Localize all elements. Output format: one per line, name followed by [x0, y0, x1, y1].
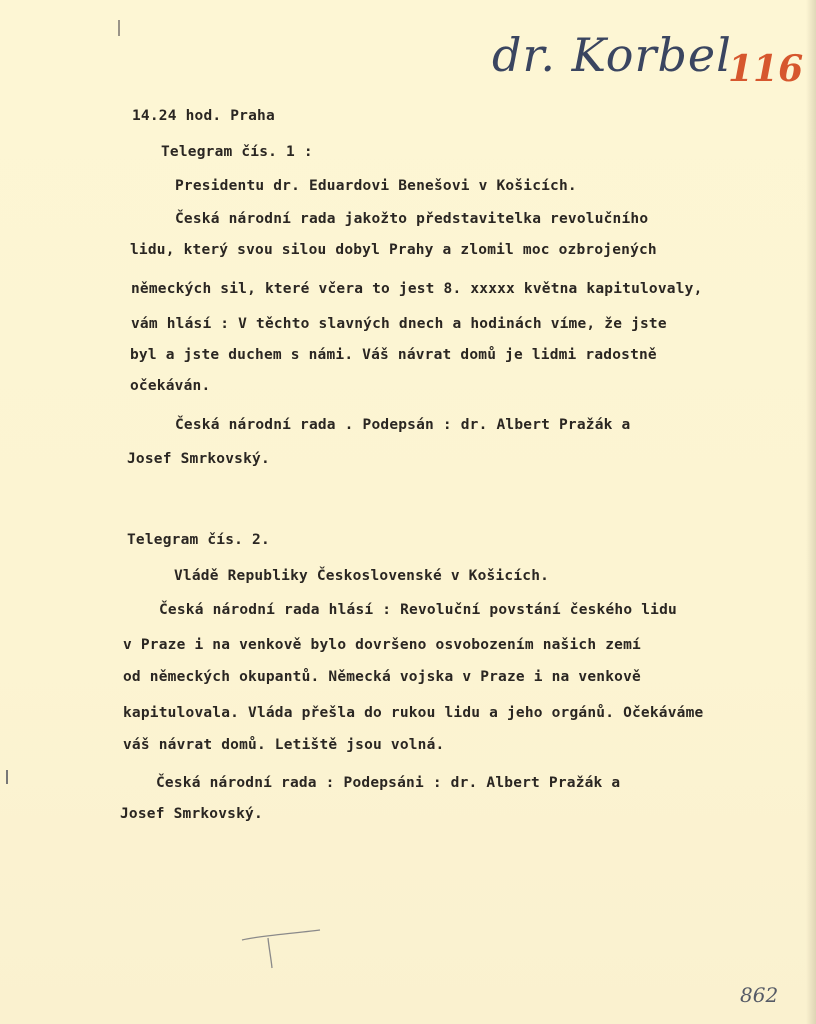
telegram-2-title: Telegram čís. 2.	[127, 532, 270, 548]
telegram-1-body-line: německých sil, které včera to jest 8. xxxxx května kapitulovaly,	[131, 281, 703, 297]
telegram-2-signature: Česká národní rada : Podepsáni : dr. Albert Pražák a	[156, 775, 621, 791]
telegram-1-body-line: byl a jste duchem s námi. Váš návrat domů je lidmi radostně	[130, 347, 657, 363]
telegram-1-body-line: vám hlásí : V těchto slavných dnech a hodinách víme, že jste	[131, 316, 667, 332]
folio-number: 116	[728, 48, 804, 90]
telegram-1-body-line: lidu, který svou silou dobyl Prahy a zlomil moc ozbrojených	[130, 242, 657, 258]
telegram-1-addressee: Presidentu dr. Eduardovi Benešovi v Košicích.	[175, 178, 577, 194]
telegram-1-title: Telegram čís. 1 :	[161, 144, 313, 160]
telegram-2-body-line: od německých okupantů. Německá vojska v Praze i na venkově	[123, 669, 641, 685]
telegram-1-body-line: očekáván.	[130, 378, 211, 394]
pencil-mark-icon	[238, 922, 328, 972]
paper-mark	[118, 20, 120, 36]
time-place-header: 14.24 hod. Praha	[132, 108, 275, 124]
page-number: 862	[740, 983, 779, 1007]
telegram-2-addressee: Vládě Republiky Československé v Košicích.	[174, 568, 550, 584]
telegram-2-body-line: Česká národní rada hlásí : Revoluční povstání českého lidu	[159, 602, 677, 618]
paper-mark	[6, 770, 8, 784]
telegram-2-body-line: váš návrat domů. Letiště jsou volná.	[123, 737, 445, 753]
telegram-1-signature: Česká národní rada . Podepsán : dr. Albert Pražák a	[175, 417, 631, 433]
telegram-2-signature: Josef Smrkovský.	[120, 806, 263, 822]
telegram-2-body-line: v Praze i na venkově bylo dovršeno osvobozením našich zemí	[123, 637, 641, 653]
telegram-2-body-line: kapitulovala. Vláda přešla do rukou lidu a jeho orgánů. Očekáváme	[123, 705, 704, 721]
page-edge-shadow	[806, 0, 816, 1024]
handwritten-annotation: dr. Korbel	[492, 28, 732, 82]
telegram-1-signature: Josef Smrkovský.	[127, 451, 270, 467]
telegram-1-body-line: Česká národní rada jakožto představitelka revolučního	[175, 211, 649, 227]
